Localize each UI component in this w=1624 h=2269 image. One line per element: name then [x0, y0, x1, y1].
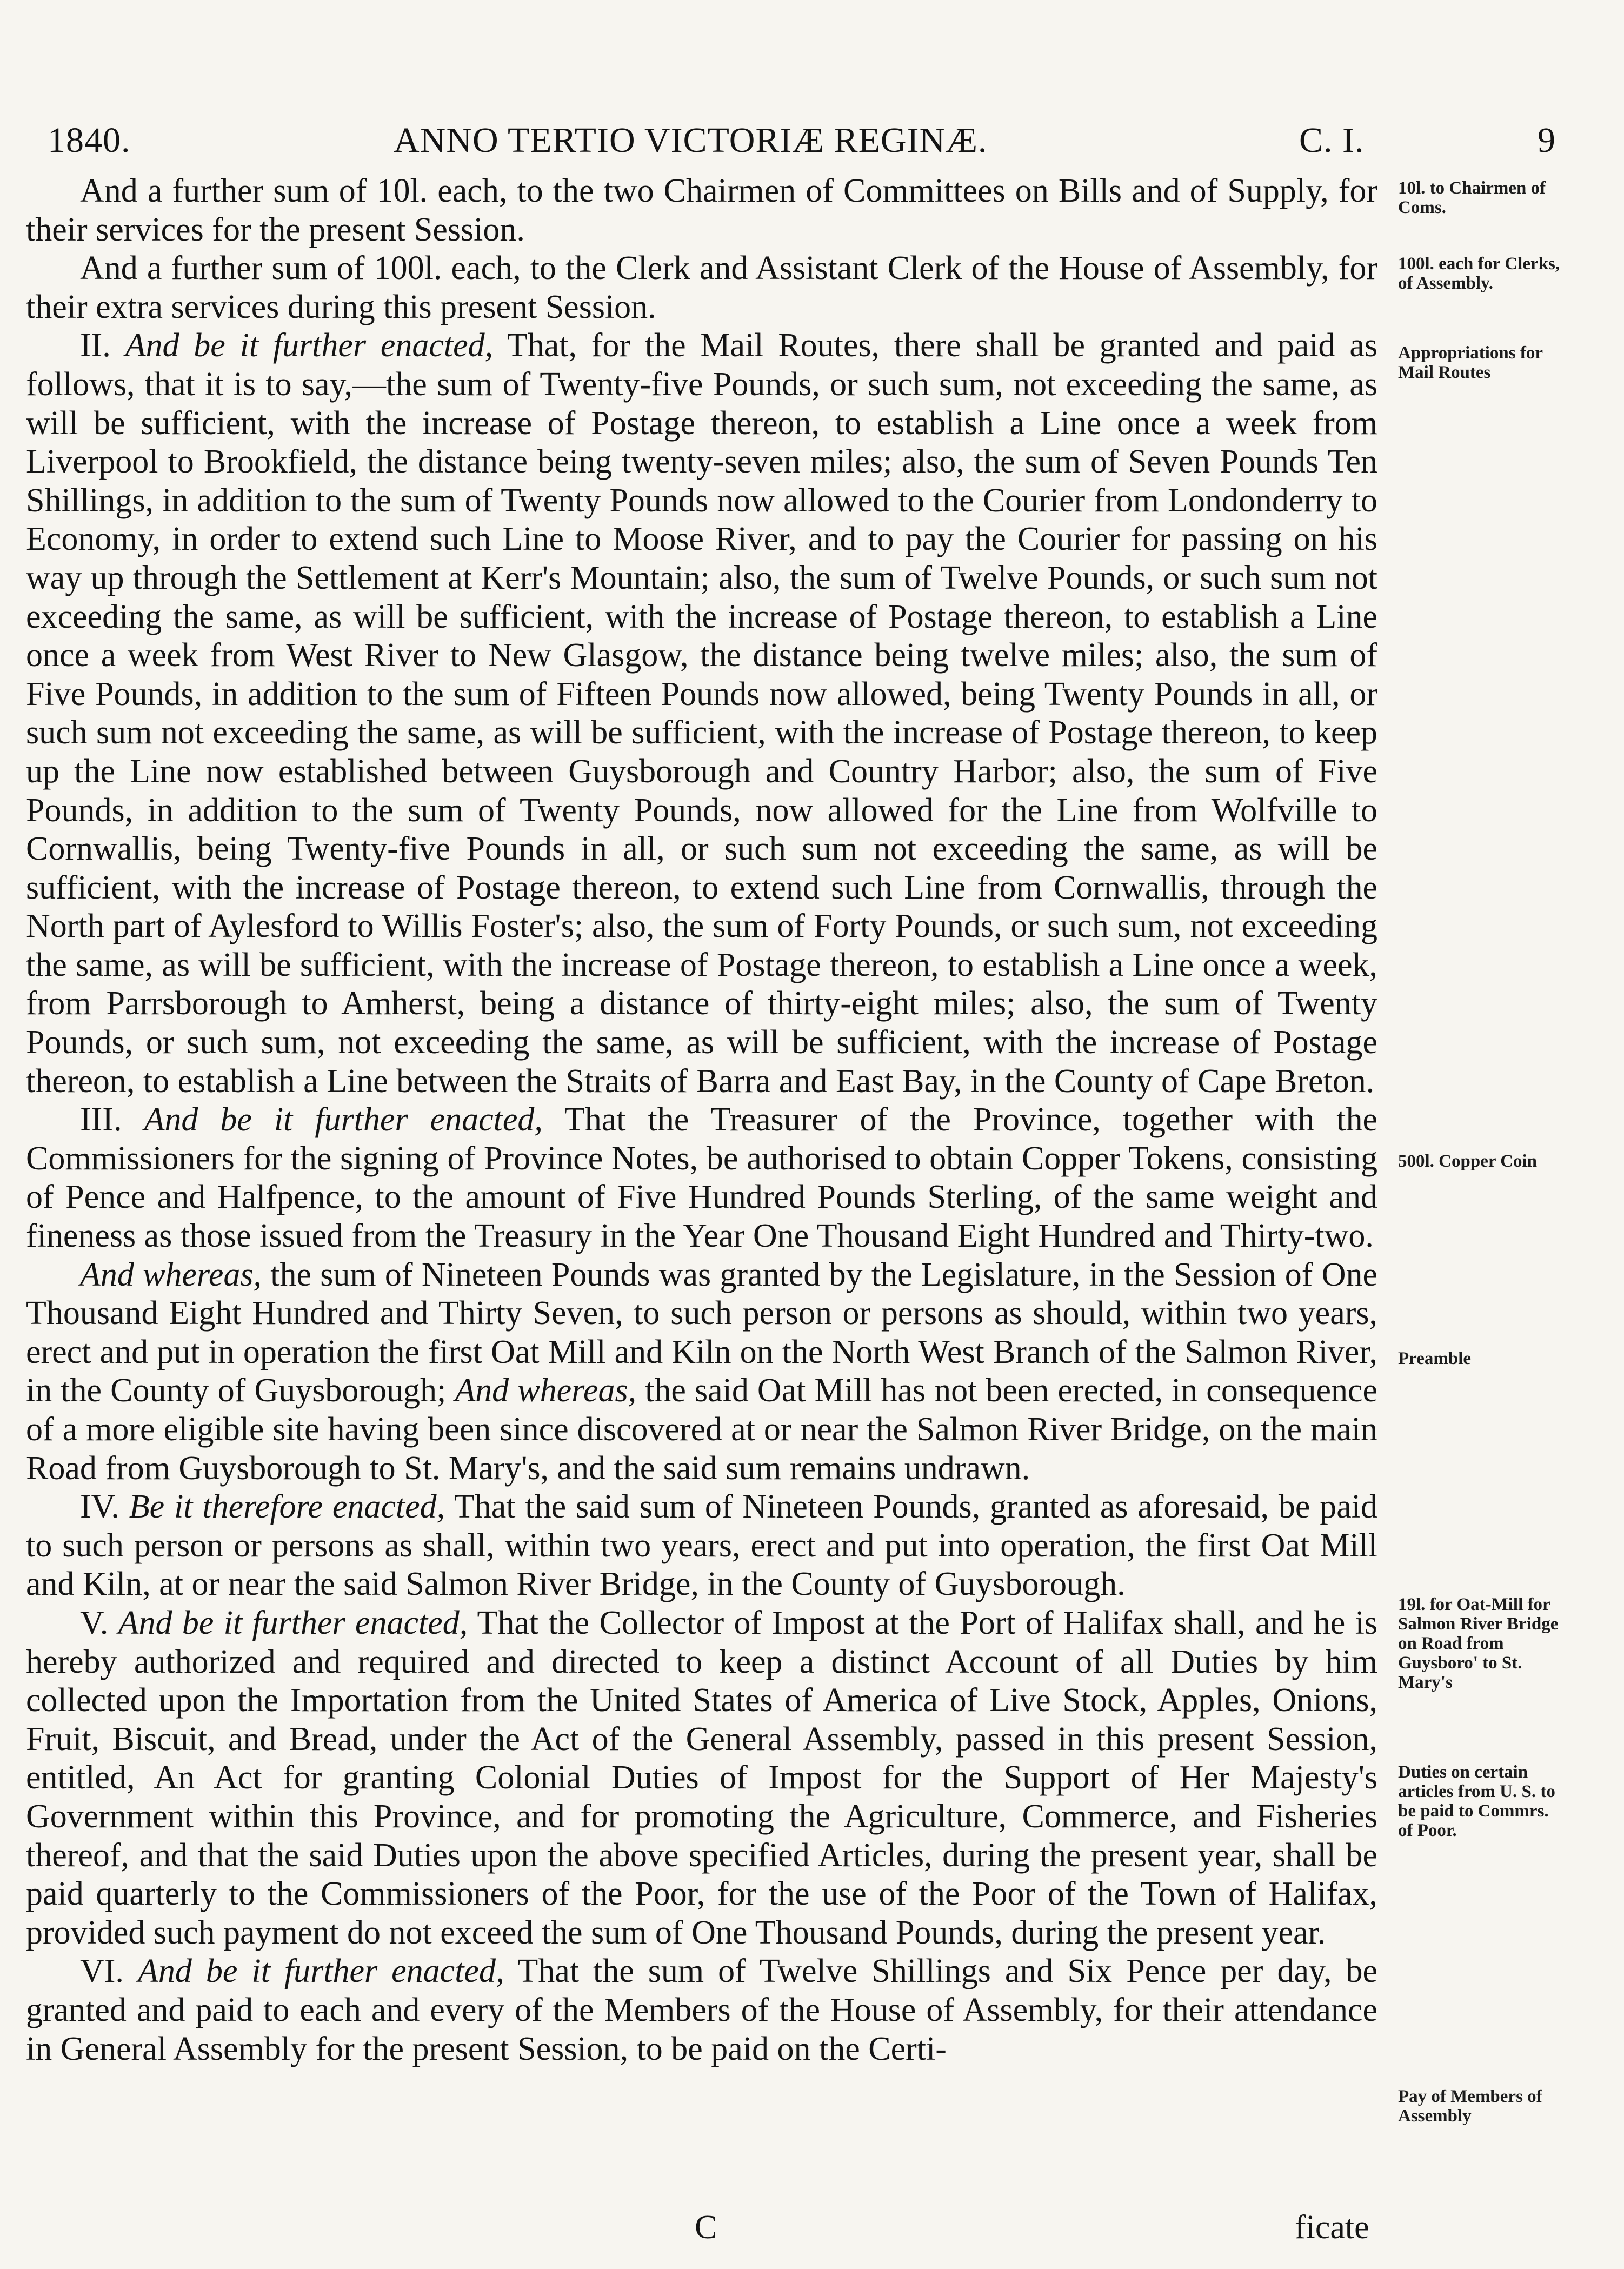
enacting-clause: And be it further enacted, [144, 1101, 543, 1139]
paragraph-text: That the sum of Twelve Shillings and Six Pence per day, be granted and paid to each and every of the Members of the House of Assembly, for their attendance in General Assembly for the present Session, to be paid on the Certi- [26, 1953, 1377, 2067]
section-vi [26, 1952, 1377, 2068]
margin-note-preamble: Preamble [1398, 1349, 1472, 1368]
enacting-clause: And be it further enacted, [118, 1604, 468, 1641]
header-title: ANNO TERTIO VICTORIÆ REGINÆ. [394, 121, 988, 160]
paragraph-text: That the Treasurer of the Province, together with the Commissioners for the signing of Province Notes, be authorised to obtain Copper Tokens, consisting of Pence and Halfpence, to the amount of Five Hundred Pounds Sterling, of the same weight and fineness as those issued from the Treasury in the Year One Thousand Eight Hundred and Thirty-two. [26, 1101, 1377, 1255]
paragraph-text: And a further sum of 10l. each, to the two Chairmen of Committees on Bills and of Supply, for their services for the present Session. [26, 172, 1377, 248]
paragraph-text: That the Collector of Impost at the Port of Halifax shall, and he is hereby authorized and required and directed to keep a distinct Account of all Duties by him collected upon the Importation from the United States of America of Live Stock, Apples, Onions, Fruit, Biscuit, and Bread, under the Act of the General Assembly, passed in this present Session, entitled, An Act for granting Colonial Duties of Impost for the Support of Her Majesty's Government within this Province, and for promoting the Agriculture, Commerce, and Fisheries thereof, and that the said Duties upon the above specified Articles, during the present year, shall be paid quarterly to the Commissioners of the Poor, for the use of the Poor of the Town of Halifax, provided such payment do not exceed the sum of One Thousand Pounds, during the present year. [26, 1604, 1377, 1951]
paragraph-text: And a further sum of 100l. each, to the Clerk and Assistant Clerk of the House of Assembly, for their extra services during this present Session. [26, 250, 1377, 325]
signature-mark: C [695, 2209, 717, 2246]
statute-body [26, 172, 1377, 2068]
header-year: 1840. [48, 121, 131, 160]
section-number: V. [80, 1604, 109, 1641]
header-page-number: 9 [1538, 121, 1556, 160]
section-number: II. [80, 327, 111, 364]
margin-note-oat-mill: 19l. for Oat-Mill for Salmon River Bridge on Road from Guysboro' to St. Mary's [1398, 1595, 1559, 1692]
catchword: ficate [1295, 2209, 1369, 2246]
enacting-clause: And be it further enacted, [137, 1953, 504, 1990]
section-iii [26, 1101, 1377, 1255]
running-head [48, 120, 1556, 163]
section-number: III. [80, 1101, 122, 1139]
enacting-clause: Be it therefore enacted, [129, 1488, 445, 1526]
page-footer [0, 2208, 1624, 2252]
margin-note-member-pay: Pay of Members of Assembly [1398, 2087, 1542, 2126]
section-number: IV. [80, 1488, 119, 1526]
section-iv [26, 1488, 1377, 1604]
margin-note-chairmen: 10l. to Chairmen of Coms. [1398, 178, 1546, 217]
paragraph-text: That, for the Mail Routes, there shall be granted and paid as follows, that it is to say,—the sum of Twenty-five Pounds, or such sum, not exceeding the same, as will be sufficient, with the increase of Postage thereon, to establish a Line once a week from Liverpool to Brookfield, the distance being twenty-seven miles; also, the sum of Seven Pounds Ten Shillings, in addition to the sum of Twenty Pounds now allowed to the Courier from Londonderry to Economy, in order to extend such Line to Moose River, and to pay the Courier for passing on his way up through the Settlement at Kerr's Mountain; also, the sum of Twelve Pounds, or such sum not exceeding the same, as will be sufficient, with the increase of Postage thereon, to establish a Line once a week from West River to New Glasgow, the distance being twelve miles; also, the sum of Five Pounds, in addition to the sum of Fifteen Pounds now allowed, being Twenty Pounds in all, or such sum not exceeding the same, as will be sufficient, with the increase of Postage thereon, to keep up the Line now established between Guysborough and Country Harbor; also, the sum of Five Pounds, in addition to the sum of Twenty Pounds, now allowed for the Line from Wolfville to Cornwallis, being Twenty-five Pounds in all, or such sum not exceeding the same, as will be sufficient, with the increase of Postage thereon, to extend such Line from Cornwallis, through the North part of Aylesford to Willis Foster's; also, the sum of Forty Pounds, or such sum, not exceeding the same, as will be sufficient, with the increase of Postage thereon, to establish a Line once a week, from Parrsborough to Amherst, being a distance of thirty-eight miles; also, the sum of Twenty Pounds, or such sum, not exceeding the same, as will be sufficient, with the increase of Postage thereon, to establish a Line between the Straits of Barra and East Bay, in the County of Cape Breton. [26, 327, 1377, 1100]
section-v [26, 1604, 1377, 1952]
paragraph-clerks-grant [26, 249, 1377, 327]
margin-note-duties: Duties on certain articles from U. S. to be paid to Commrs. of Poor. [1398, 1762, 1555, 1840]
paragraph-text: That the said sum of Nineteen Pounds, granted as aforesaid, be paid to such person or persons as shall, within two years, erect and put into operation, the first Oat Mill and Kiln, at or near the said Salmon River Bridge, in the County of Guysborough. [26, 1488, 1377, 1603]
paragraph-text: the said Oat Mill has not been erected, in consequence of a more eligible site having been since discovered at or near the Salmon River Bridge, on the main Road from Guysborough to St. Mary's, and the said sum remains undrawn. [26, 1372, 1378, 1487]
whereas-clause: And whereas, [80, 1256, 262, 1293]
enacting-clause: And be it further enacted, [125, 327, 494, 364]
section-number: VI. [80, 1953, 124, 1990]
header-chapter: C. I. [1299, 121, 1365, 160]
paragraph-text: the sum of Nineteen Pounds was granted by the Legislature, in the Session of One Thousand Eight Hundred and Thirty Seven, to such person or persons as should, within two years, erect and put in operation the first Oat Mill and Kiln on the North West Branch of the Salmon River, in the County of Guysborough; [26, 1256, 1378, 1409]
margin-note-mail-routes: Appropriations for Mail Routes [1398, 343, 1543, 382]
paragraph-chairmen-grant [26, 172, 1377, 249]
preamble-paragraph [26, 1256, 1377, 1488]
whereas-clause: And whereas, [455, 1372, 637, 1409]
section-ii [26, 327, 1377, 1101]
margin-note-clerks: 100l. each for Clerks, of Assembly. [1398, 254, 1560, 293]
margin-note-copper-coin: 500l. Copper Coin [1398, 1152, 1538, 1171]
